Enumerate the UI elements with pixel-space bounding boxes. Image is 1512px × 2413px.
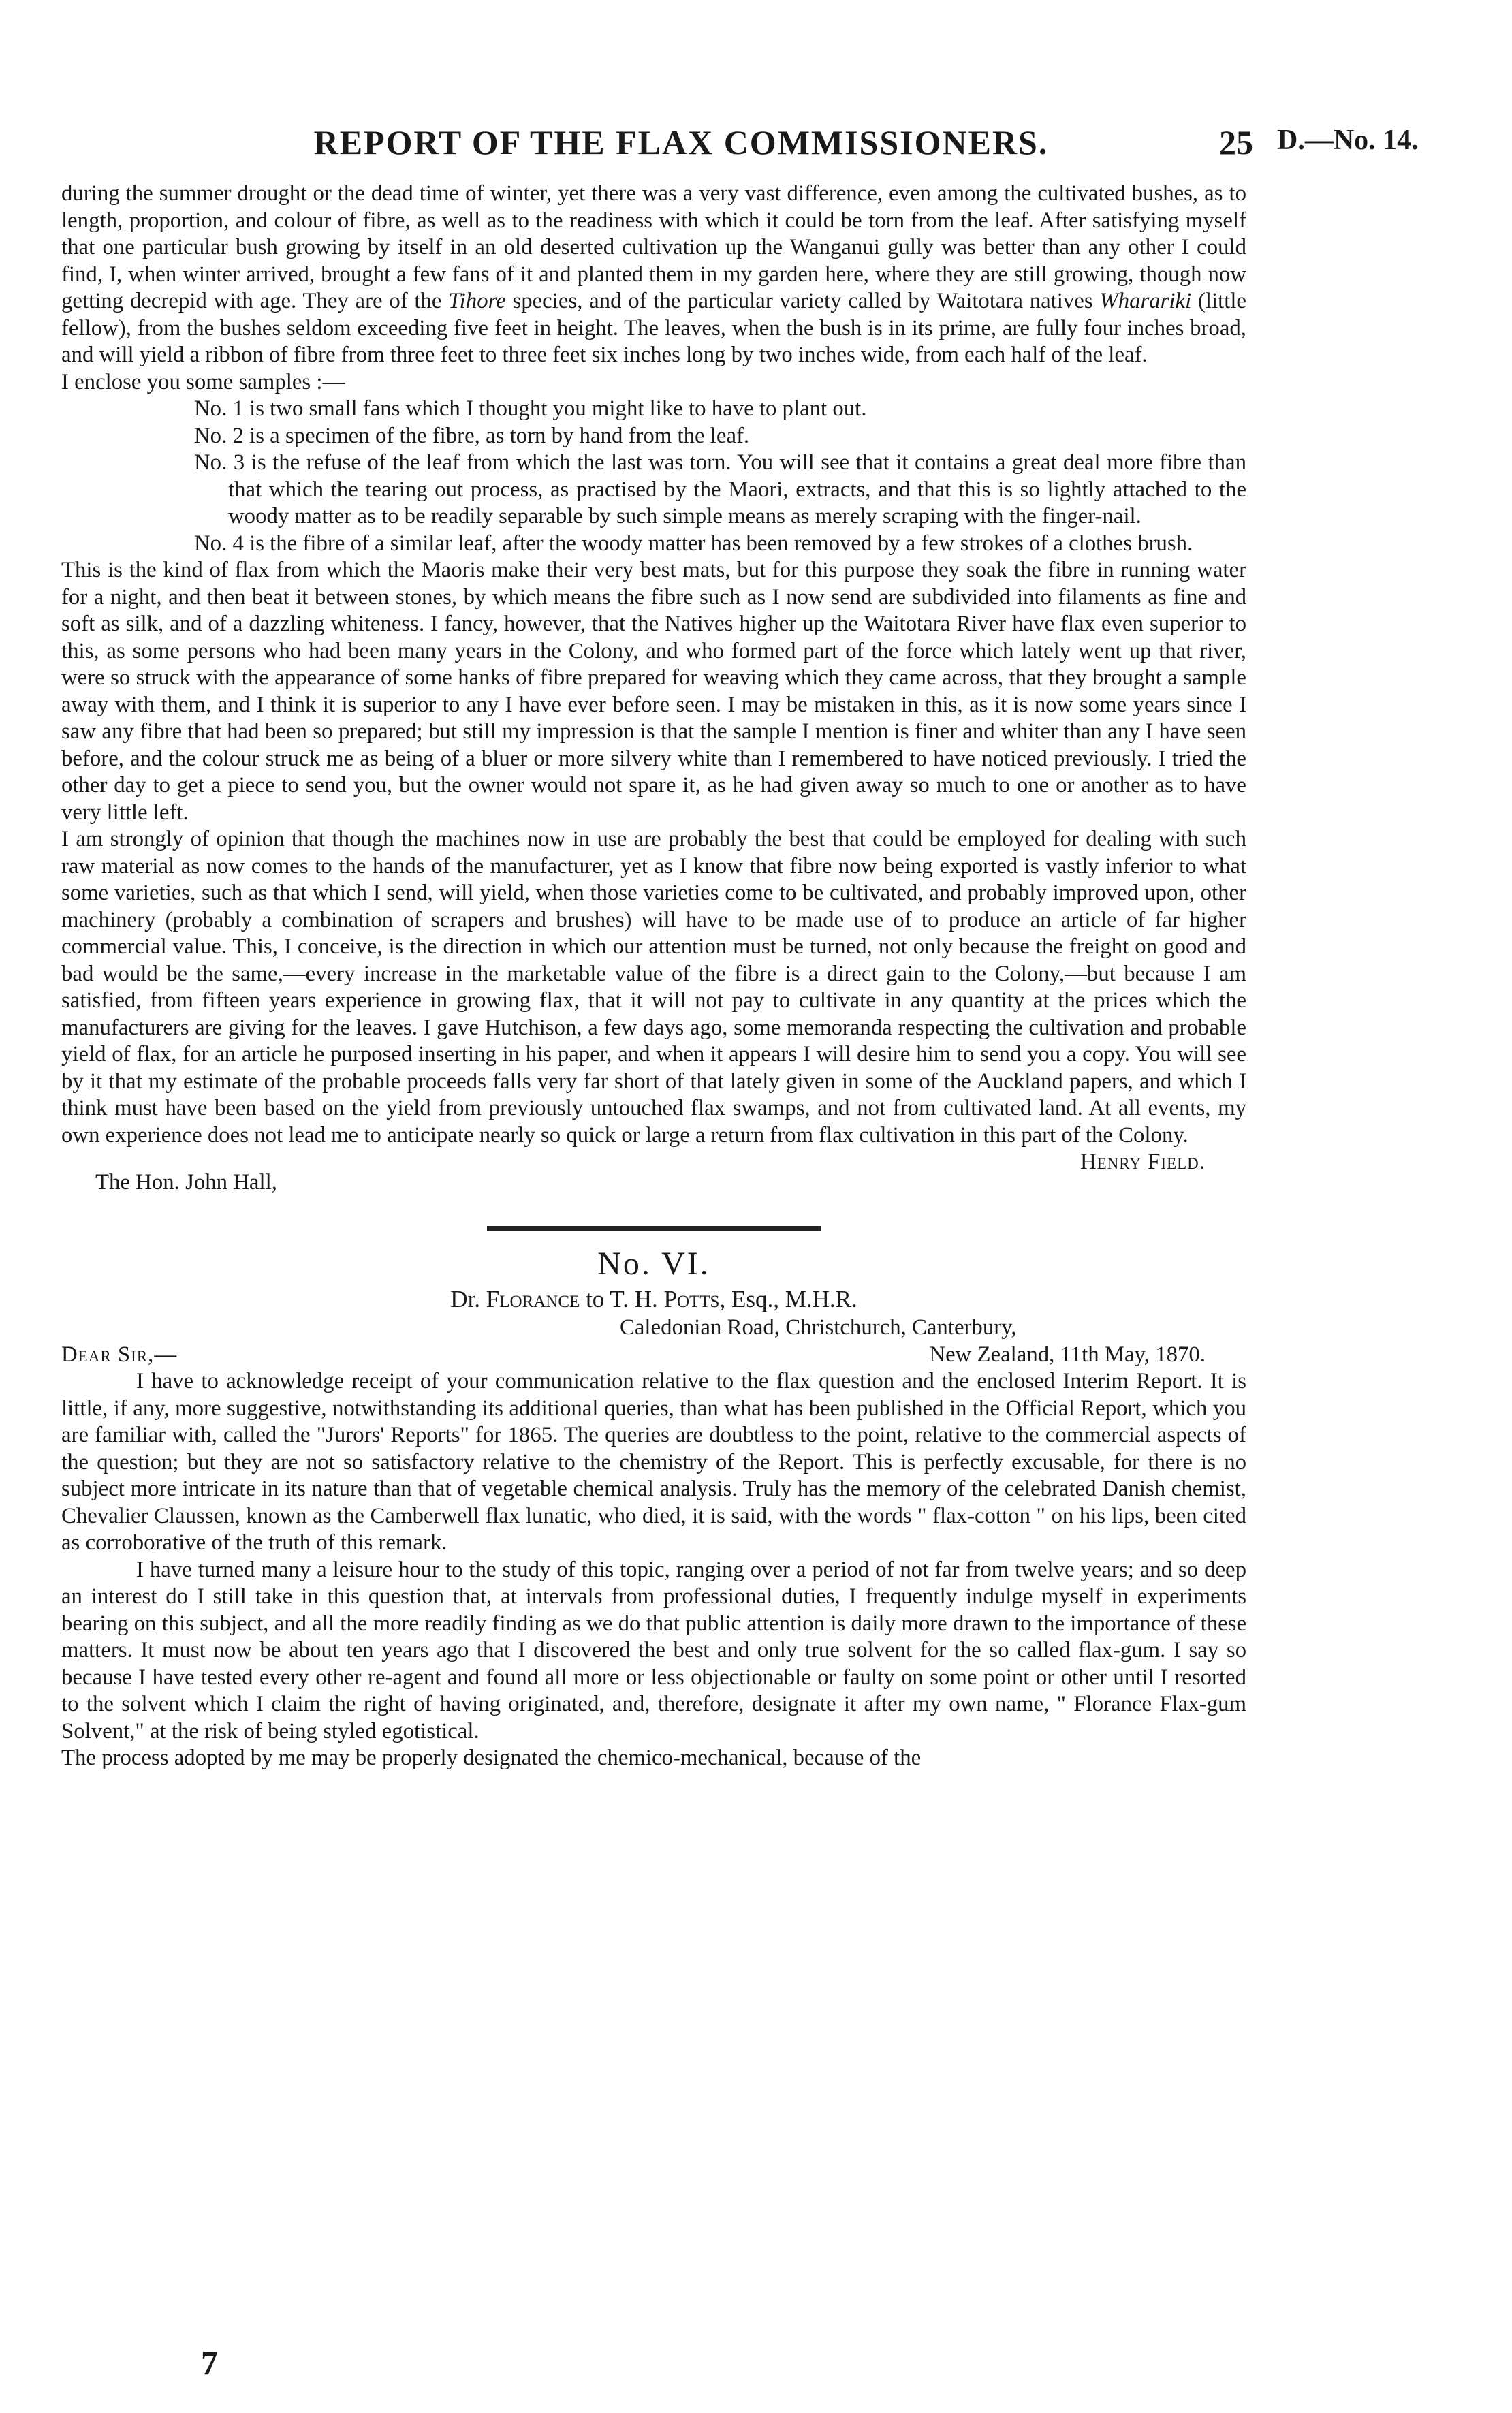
page-header bbox=[0, 123, 1512, 163]
paragraph: I have turned many a leisure hour to the study of this topic, ranging over a period of not far from twelve years; and so deep an interest do I still take in this question that, at intervals from professional duties, I frequently indulge myself in experiments bearing on this subject, and all the more readily finding as we do that public attention is daily more drawn to the importance of these matters. It must now be about ten years ago that I discovered the best and only true solvent for the so called flax-gum. I say so because I have tested every other re-agent and found all more or less objectionable or faulty on some point or other until I resorted to the solvent which I claim the right of having originated, and, therefore, designate it after my own name, " Florance Flax-gum Solvent," at the risk of being styled egotistical. bbox=[61, 1557, 1246, 1744]
sample-item: No. 1 is two small fans which I thought you might like to have to plant out. bbox=[194, 396, 867, 421]
signature-henry-field: Henry Field. bbox=[1080, 1150, 1206, 1174]
paragraph: This is the kind of flax from which the Maoris make their very best mats, but for this purpose they soak the fibre in running water for a night, and then beat it between stones, by which means the fibre such as I now send are subdivided into filaments as fine and soft as silk, and of a dazzling whiteness. I fancy, however, that the Natives higher up the Waitotara River have flax even superior to this, as some persons who had been many years in the Colony, and who formed part of the force which lately went up that river, were so struck with the appearance of some hanks of fibre prepared for weaving which they came across, that they brought a sample away with them, and I think it is superior to any I have ever before seen. I may be mistaken in this, as it is now some years since I saw any fibre that had been so prepared; but still my impression is that the sample I mention is finer and whiter than any I have seen before, and the colour struck me as being of a bluer or more silvery white than I remembered to have noticed previously. I tried the other day to get a piece to send you, but the owner would not spare it, as he had given away so much to one or another as to have very little left. bbox=[61, 558, 1246, 825]
report-title: REPORT OF THE FLAX COMMISSIONERS. bbox=[313, 123, 1049, 161]
letter-from-to: Dr. Florance to T. H. Potts, Esq., M.H.R. bbox=[450, 1286, 857, 1312]
sample-item: No. 2 is a specimen of the fibre, as torn by hand from the leaf. bbox=[194, 423, 750, 448]
salutation: Dear Sir,— bbox=[61, 1342, 178, 1367]
salutation-line bbox=[61, 1342, 1246, 1369]
signature-mark: 7 bbox=[201, 2344, 218, 2382]
addressee: The Hon. John Hall, bbox=[95, 1169, 277, 1195]
section-divider bbox=[487, 1226, 821, 1231]
samples-list bbox=[194, 396, 1246, 557]
letter-date: New Zealand, 11th May, 1870. bbox=[929, 1342, 1206, 1367]
paragraph: The process adopted by me may be properly designated the chemico-mechanical, because of the bbox=[61, 1746, 922, 1770]
page-body bbox=[61, 180, 1246, 1772]
document-reference: D.—No. 14. bbox=[1277, 125, 1419, 156]
paragraph: during the summer drought or the dead time of winter, yet there was a very vast difference, even among the cultivated bushes, as to length, proportion, and colour of fibre, as well as to the readiness with which it could be torn from the leaf. After satisfying myself that one particular bush growing by itself in an old deserted cultivation up the Wanganui gully was better than any other I could find, I, when winter arrived, brought a few fans of it and planted them in my garden here, where they are still growing, though now getting decrepid with age. They are of the Tihore species, and of the particular variety called by Waitotara natives Wharariki (little fellow), from the bushes seldom exceeding five feet in height. The leaves, when the bush is in its prime, are fully four inches broad, and will yield a ribbon of fibre from three feet to three feet six inches long by two inches wide, from each half of the leaf. bbox=[61, 181, 1246, 367]
section-title: No. VI. bbox=[597, 1246, 710, 1282]
paragraph: I have to acknowledge receipt of your communication relative to the flax question and the enclosed Interim Report. It is little, if any, more suggestive, notwithstanding its additional queries, than what has been published in the Official Report, which you are familiar with, called the "Jurors' Reports" for 1865. The queries are doubtless to the point, relative to the commercial aspects of the question; but they are not so satisfactory relative to the chemistry of the Report. This is perfectly excusable, for there is no subject more intricate in its nature than that of vegetable chemical analysis. Truly has the memory of the celebrated Danish chemist, Chevalier Claussen, known as the Camberwell flax lunatic, who died, it is said, with the words " flax-cotton " on his lips, been cited as corroborative of the truth of this remark. bbox=[61, 1369, 1246, 1555]
sample-item: No. 4 is the fibre of a similar leaf, after the woody matter has been removed by a few strokes of a clothes brush. bbox=[194, 531, 1193, 556]
enclose-line: I enclose you some samples :— bbox=[61, 369, 345, 394]
sample-item: No. 3 is the refuse of the leaf from which the last was torn. You will see that it contains a great deal more fibre than that which the tearing out process, as practised by the Maori, extracts, and that this is so lightly attached to the woody matter as to be readily separable by such simple means as merely scraping with the finger-nail. bbox=[194, 450, 1246, 529]
page-number: 25 bbox=[1219, 123, 1253, 161]
sender-address: Caledonian Road, Christchurch, Canterbury, bbox=[620, 1315, 1017, 1340]
paragraph: I am strongly of opinion that though the machines now in use are probably the best that could be employed for dealing with such raw material as now comes to the hands of the manufacturer, yet as I know that fibre now being exported is vastly inferior to what some varieties, such as that which I send, will yield, when those varieties come to be cultivated, and probably improved upon, other machinery (probably a combination of scrapers and brushes) will have to be made use of to produce an article of far higher commercial value. This, I conceive, is the direction in which our attention must be turned, not only because the freight on good and bad would be the same,—every increase in the marketable value of the fibre is a direct gain to the Colony,—but because I am satisfied, from fifteen years experience in growing flax, that it will not pay to cultivate in any quantity at the prices which the manufacturers are giving for the leaves. I gave Hutchison, a few days ago, some memoranda respecting the cultivation and probable yield of flax, for an article he purposed inserting in his paper, and when it appears I will desire him to send you a copy. You will see by it that my estimate of the probable proceeds falls very far short of that lately given in some of the Auckland papers, and which I think must have been based on the yield from previously untouched flax swamps, and not from cultivated land. At all events, my own experience does not lead me to anticipate nearly so quick or large a return from flax cultivation in this part of the Colony. bbox=[61, 827, 1246, 1148]
